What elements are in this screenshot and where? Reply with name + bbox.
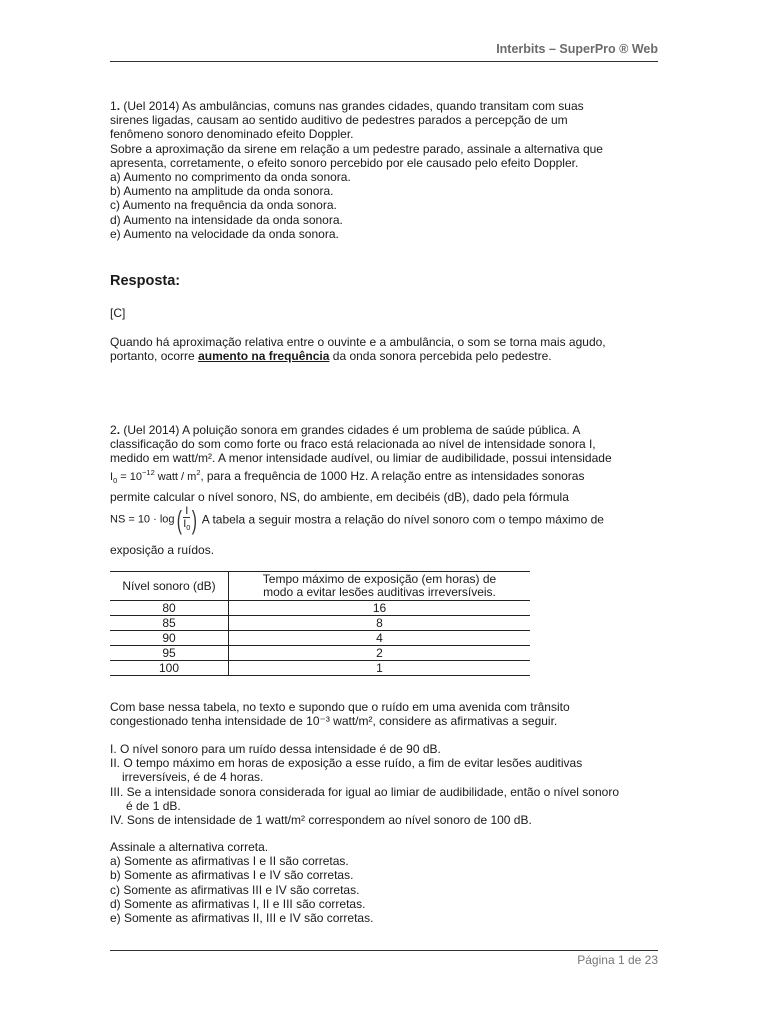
base-text: Com base nessa tabela, no texto e supondo que o ruído em uma avenida com trânsito congestionado tenha intensidade de 10⁻³ watt/m², considere as afirmativas a seguir. [110,700,570,729]
answer-value: [C] [110,306,126,320]
question-number: 2 [110,423,117,437]
threshold-formula: $I_0 = 10^{-12}$ watt / $m^2$, [110,468,204,486]
question-1-line: fenômeno sonoro denominado efeito Doppler. [110,127,354,142]
statement-ii: II. O tempo máximo em horas de exposição a esse ruído, a fim de evitar lesões auditivas [110,756,583,771]
option-e: e) Aumento na velocidade da onda sonora. [110,226,339,241]
ns-formula-lhs: NS = 10 · log [110,513,175,526]
statement-iv: IV. Sons de intensidade de 1 watt/m² correspondem ao nível sonoro de 100 dB. [110,813,532,828]
table-header-row [110,572,530,601]
statement-iii: III. Se a intensidade sonora considerada for igual ao limiar de audibilidade, então o nível sonoro [110,784,619,799]
question-number: 1 [110,99,117,113]
table-row: 85 8 [110,616,530,631]
answer-heading: Resposta: [110,273,181,289]
option-d: d) Somente as afirmativas I, II e III são corretas. [110,896,366,911]
question-1-line: 1. (Uel 2014) As ambulâncias, comuns nas grandes cidades, quando transitam com suas [110,99,584,113]
formula-threshold: $I_0 = 10^{-12}$ watt / $m^2$, para a frequência de 1000 Hz. A relação entre as intensidades sonoras [110,468,585,486]
option-d: d) Aumento na intensidade da onda sonora. [110,212,343,227]
header-divider [110,61,658,62]
table-row: 95 2 [110,646,530,661]
question-2: 2. (Uel 2014) A poluição sonora em grandes cidades é um problema de saúde pública. A classificação do som como forte ou fraco está relacionada ao nível de intensidade sonora I, medido em watt/m². A menor intensidade audível, ou limiar de audibilidade, possui intensidade [110,423,612,466]
option-c: c) Aumento na frequência da onda sonora. [110,198,337,213]
statement-iii-cont: é de 1 dB. [126,798,181,813]
formula-ns: NS = 10 · log( $\frac{I}{I_0}$ ) A tabela a seguir mostra a relação do nível sonoro com o tempo máximo de [110,504,604,535]
table-header-level: Nível sonoro (dB) [110,572,229,601]
question-1-line: apresenta, corretamente, o efeito sonoro percebido por ele causado pelo efeito Doppler. [110,155,579,170]
option-c: c) Somente as afirmativas III e IV são corretas. [110,882,360,897]
question-1-line: Sobre a aproximação da sirene em relação a um pedestre parado, assinale a alternativa que [110,141,603,156]
option-a: a) Somente as afirmativas I e II são corretas. [110,854,349,869]
ns-line: permite calcular o nível sonoro, NS, do ambiente, em decibéis (dB), dado pela fórmula [110,490,569,504]
statements [110,742,658,827]
answer-explanation: Quando há aproximação relativa entre o ouvinte e a ambulância, o som se torna mais agudo, portanto, ocorre aumento na frequência da onda sonora percebida pelo pedestre. [110,335,606,364]
page-header: Interbits – SuperPro ® Web [496,42,658,56]
option-b: b) Aumento na amplitude da onda sonora. [110,184,334,199]
instruction: Assinale a alternativa correta. [110,840,269,854]
page-number: Página 1 de 23 [577,953,658,967]
question-1 [110,99,658,241]
noise-exposure-table [110,571,530,676]
q2-options [110,840,658,925]
statement-i: I. O nível sonoro para um ruído dessa intensidade é de 90 dB. [110,742,441,756]
emphasis-text: aumento na frequência [198,349,330,364]
footer-divider [110,950,658,951]
table-row: 90 4 [110,631,530,646]
question-1-line: sirenes ligadas, causam ao sentido auditivo de pedestres parados a percepção de um [110,113,568,128]
table-row: 80 16 [110,601,530,616]
table-header-time: Tempo máximo de exposição (em horas) de modo a evitar lesões auditivas irreversíveis. [229,572,531,601]
option-e: e) Somente as afirmativas II, III e IV são corretas. [110,911,374,926]
option-b: b) Somente as afirmativas I e IV são corretas. [110,868,354,883]
statement-ii-cont: irreversíveis, é de 4 horas. [122,770,264,785]
table-row: 100 1 [110,661,530,676]
exposure-line: exposição a ruídos. [110,543,215,557]
ns-fraction: $\frac{I}{I_0}$ [183,505,191,533]
option-a: a) Aumento no comprimento da onda sonora. [110,170,351,185]
